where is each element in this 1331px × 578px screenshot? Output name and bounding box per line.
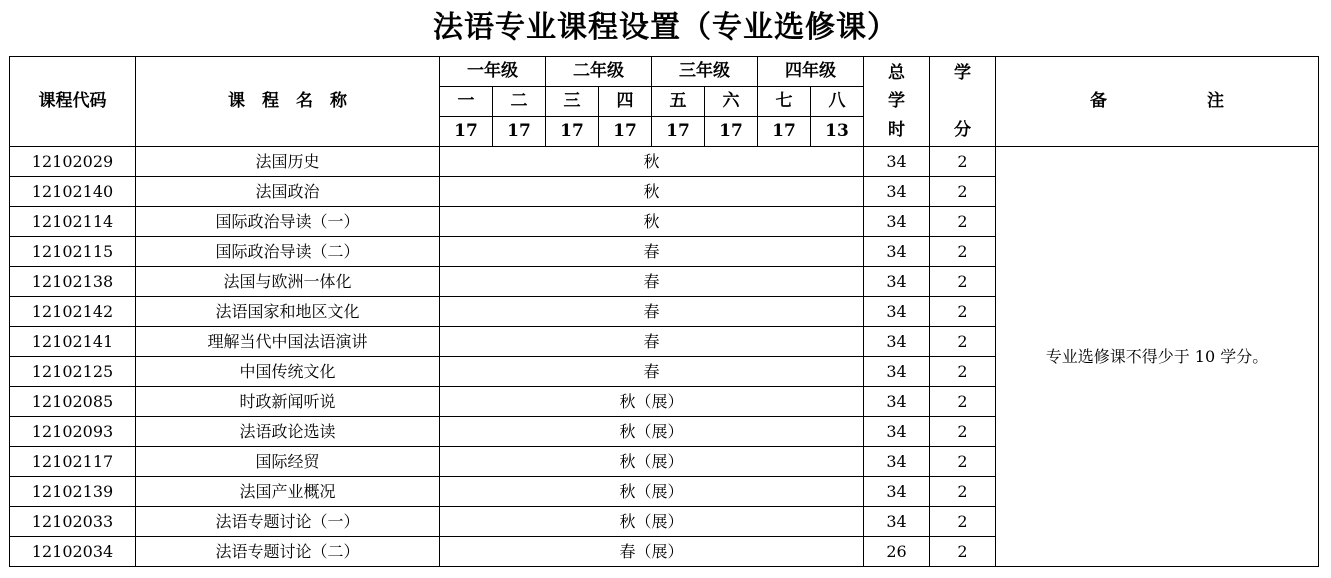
course-name: 法国与欧洲一体化 [136,267,440,297]
header-weeks: 17 [440,117,493,147]
course-hours: 34 [864,297,930,327]
header-total-hours-char: 时 [888,119,905,140]
course-name: 法语国家和地区文化 [136,297,440,327]
course-term: 秋 [440,147,864,177]
course-code: 12102142 [10,297,136,327]
header-year-3: 三年级 [652,57,758,87]
header-weeks: 17 [705,117,758,147]
header-credit [930,57,996,147]
header-semester: 四 [599,87,652,117]
course-term: 秋（展） [440,507,864,537]
course-term: 春 [440,297,864,327]
course-name: 法国政治 [136,177,440,207]
header-semester: 六 [705,87,758,117]
course-credit: 2 [930,327,996,357]
course-code: 12102125 [10,357,136,387]
header-code: 课程代码 [10,57,136,147]
course-name: 中国传统文化 [136,357,440,387]
header-semester: 八 [811,87,864,117]
course-table [9,56,1319,567]
course-code: 12102029 [10,147,136,177]
course-credit: 2 [930,357,996,387]
course-hours: 34 [864,477,930,507]
header-remark [996,57,1319,147]
course-term: 秋 [440,177,864,207]
course-credit: 2 [930,207,996,237]
course-term: 春 [440,327,864,357]
header-remark-char: 注 [1207,91,1224,111]
course-code: 12102115 [10,237,136,267]
course-name: 法语专题讨论（二） [136,537,440,567]
course-name: 国际经贸 [136,447,440,477]
header-total-hours-char: 总 [888,62,905,83]
course-code: 12102033 [10,507,136,537]
course-name: 法语专题讨论（一） [136,507,440,537]
course-code: 12102117 [10,447,136,477]
header-credit-char: 学 [954,62,971,83]
header-year-4: 四年级 [758,57,864,87]
course-code: 12102093 [10,417,136,447]
course-credit: 2 [930,387,996,417]
course-code: 12102139 [10,477,136,507]
header-year-1: 一年级 [440,57,546,87]
header-semester: 三 [546,87,599,117]
header-weeks: 17 [599,117,652,147]
course-hours: 34 [864,267,930,297]
remark-note: 专业选修课不得少于 10 学分。 [996,147,1319,567]
course-term: 秋（展） [440,477,864,507]
course-code: 12102138 [10,267,136,297]
course-term: 春 [440,357,864,387]
course-term: 秋（展） [440,417,864,447]
header-remark-char: 备 [1090,91,1107,111]
header-weeks: 17 [652,117,705,147]
header-name: 课 程 名 称 [136,57,440,147]
course-term: 春 [440,267,864,297]
header-credit-char: 分 [954,119,971,140]
course-credit: 2 [930,267,996,297]
course-term: 春（展） [440,537,864,567]
course-credit: 2 [930,447,996,477]
course-term: 秋 [440,207,864,237]
course-credit: 2 [930,417,996,447]
header-semester: 七 [758,87,811,117]
course-hours: 34 [864,417,930,447]
course-credit: 2 [930,477,996,507]
course-code: 12102141 [10,327,136,357]
header-total-hours-char: 学 [888,91,905,111]
course-name: 法国历史 [136,147,440,177]
course-term: 秋（展） [440,387,864,417]
page-title: 法语专业课程设置（专业选修课） [433,10,898,45]
header-weeks: 17 [546,117,599,147]
course-hours: 34 [864,147,930,177]
table-row [10,147,1319,177]
course-hours: 34 [864,177,930,207]
course-code: 12102034 [10,537,136,567]
course-credit: 2 [930,297,996,327]
course-credit: 2 [930,507,996,537]
header-semester: 五 [652,87,705,117]
course-term: 春 [440,237,864,267]
header-weeks: 17 [758,117,811,147]
course-hours: 34 [864,327,930,357]
course-name: 国际政治导读（一） [136,207,440,237]
course-credit: 2 [930,237,996,267]
course-credit: 2 [930,537,996,567]
header-weeks: 17 [493,117,546,147]
course-hours: 26 [864,537,930,567]
course-hours: 34 [864,447,930,477]
course-code: 12102114 [10,207,136,237]
course-name: 法语政论选读 [136,417,440,447]
course-name: 法国产业概况 [136,477,440,507]
header-semester: 二 [493,87,546,117]
course-credit: 2 [930,147,996,177]
course-code: 12102085 [10,387,136,417]
course-hours: 34 [864,507,930,537]
course-code: 12102140 [10,177,136,207]
header-semester: 一 [440,87,493,117]
course-name: 国际政治导读（二） [136,237,440,267]
course-credit: 2 [930,177,996,207]
course-term: 秋（展） [440,447,864,477]
course-hours: 34 [864,387,930,417]
course-hours: 34 [864,237,930,267]
course-name: 理解当代中国法语演讲 [136,327,440,357]
header-year-2: 二年级 [546,57,652,87]
header-total-hours [864,57,930,147]
header-weeks: 13 [811,117,864,147]
course-hours: 34 [864,357,930,387]
course-hours: 34 [864,207,930,237]
course-name: 时政新闻听说 [136,387,440,417]
